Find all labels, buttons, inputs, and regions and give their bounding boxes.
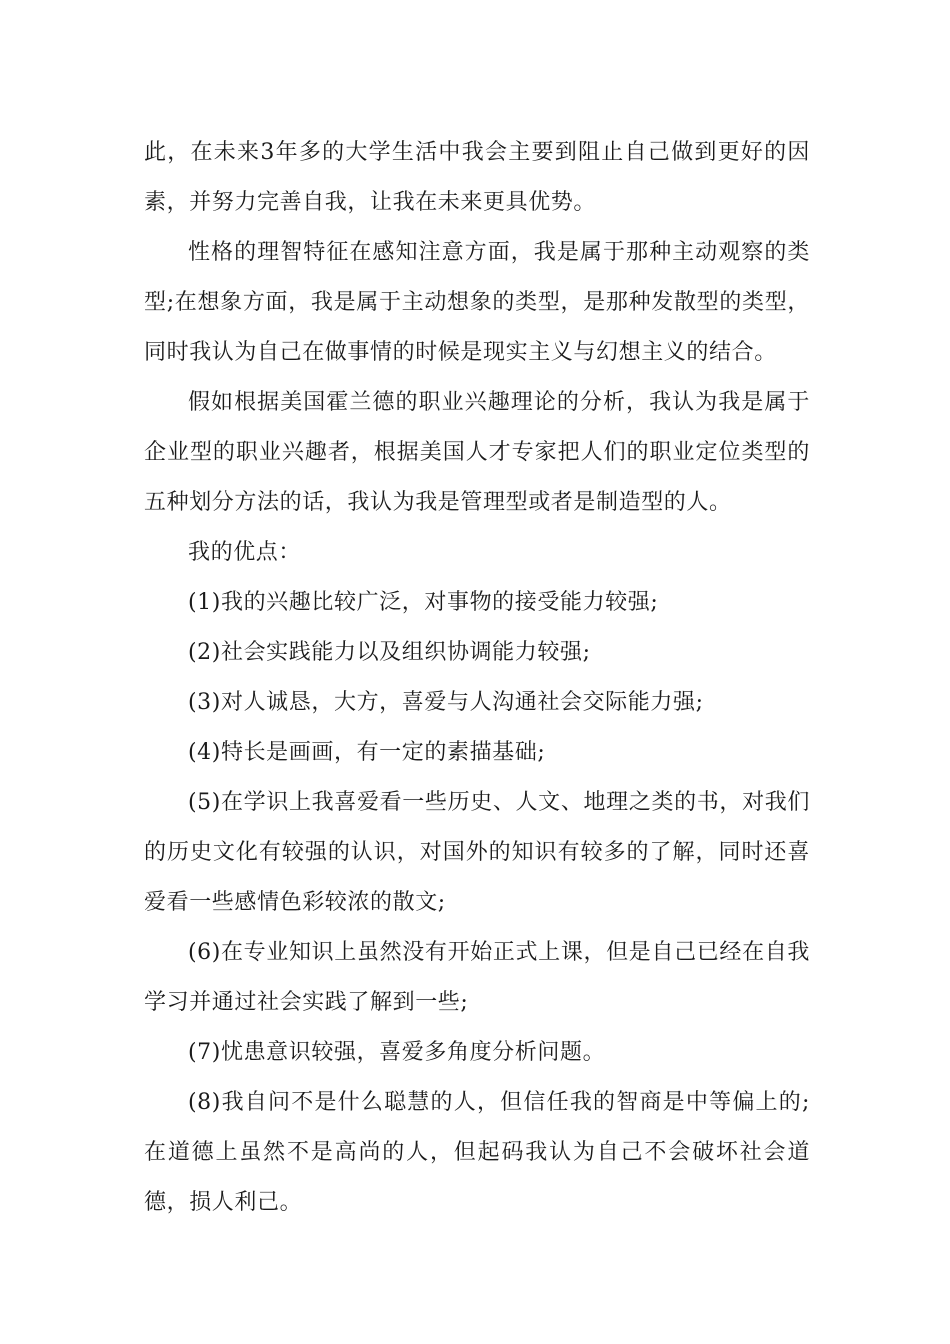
strength-item-3: (3)对人诚恳，大方，喜爱与人沟通社会交际能力强; bbox=[188, 690, 704, 715]
strength-item-1: (1)我的兴趣比较广泛，对事物的接受能力较强; bbox=[188, 590, 659, 615]
strength-item-5: (5)在学识上我喜爱看一些历史、人文、地理之类的书，对我们的历史文化有较强的认识，对国外的知识有较多的了解，同时还喜爱看一些感情色彩较浓的散文; bbox=[144, 790, 810, 915]
strength-item-6: (6)在专业知识上虽然没有开始正式上课，但是自己已经在自我学习并通过社会实践了解到一些; bbox=[144, 940, 810, 1015]
paragraph-personality: 性格的理智特征在感知注意方面，我是属于那种主动观察的类型;在想象方面，我是属于主动想象的类型，是那种发散型的类型，同时我认为自己在做事情的时候是现实主义与幻想主义的结合。 bbox=[144, 240, 810, 365]
document-body bbox=[144, 128, 810, 1228]
strengths-heading: 我的优点： bbox=[188, 540, 302, 565]
strength-item-4: (4)特长是画画，有一定的素描基础; bbox=[188, 740, 546, 765]
strength-item-2: (2)社会实践能力以及组织协调能力较强; bbox=[188, 640, 591, 665]
paragraph-continuation: 此，在未来3年多的大学生活中我会主要到阻止自己做到更好的因素，并努力完善自我，让我在未来更具优势。 bbox=[144, 140, 810, 215]
strength-item-8: (8)我自问不是什么聪慧的人，但信任我的智商是中等偏上的;在道德上虽然不是高尚的人，但起码我认为自己不会破坏社会道德，损人利己。 bbox=[144, 1090, 810, 1215]
strength-item-7: (7)忧患意识较强，喜爱多角度分析问题。 bbox=[188, 1040, 606, 1065]
paragraph-holland-interest: 假如根据美国霍兰德的职业兴趣理论的分析，我认为我是属于企业型的职业兴趣者，根据美国人才专家把人们的职业定位类型的五种划分方法的话，我认为我是管理型或者是制造型的人。 bbox=[144, 390, 810, 515]
